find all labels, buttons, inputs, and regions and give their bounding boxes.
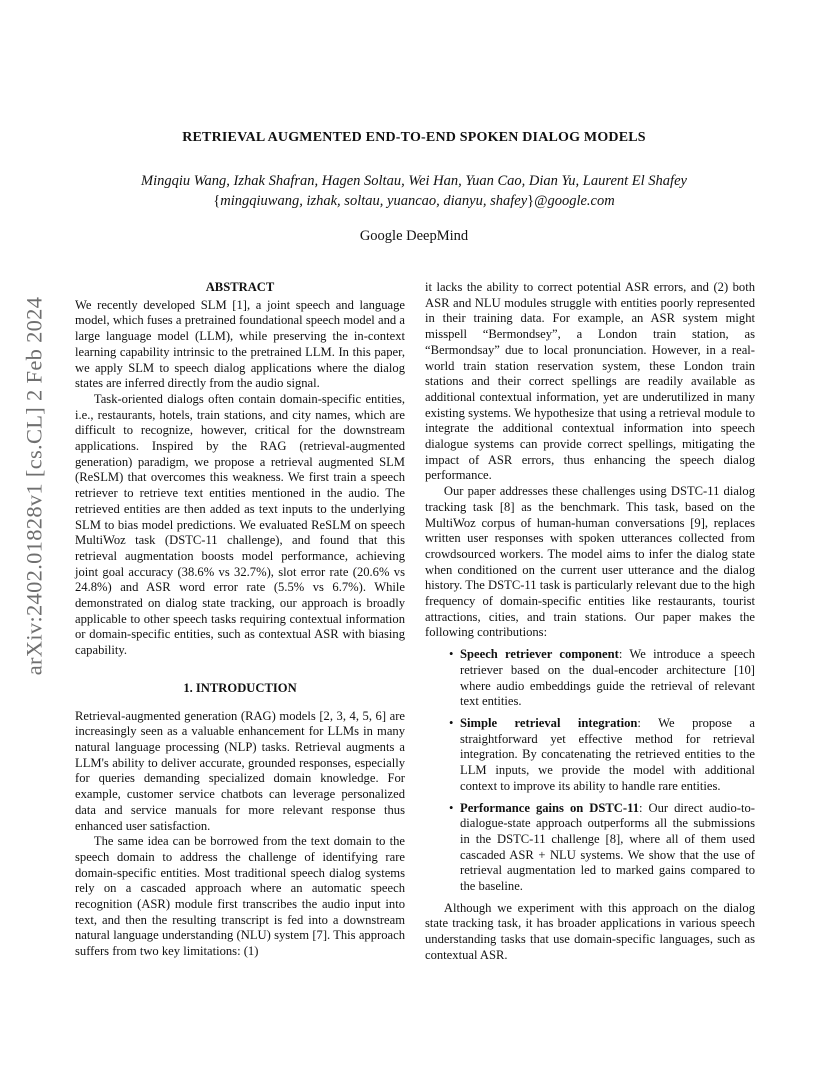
- contribution-label: Speech retriever component: [460, 647, 619, 662]
- list-item: [460, 716, 755, 795]
- affiliation: Google DeepMind: [359, 228, 469, 244]
- arxiv-sidebar: [16, 296, 52, 676]
- contributions-list: [425, 647, 755, 895]
- right-column: [425, 280, 755, 964]
- author-list: Mingqiu Wang, Izhak Shafran, Hagen Soltau, Wei Han, Yuan Cao, Dian Yu, Laurent El Shafey: [141, 173, 687, 189]
- intro-paragraph-1: Retrieval-augmented generation (RAG) models [2, 3, 4, 5, 6] are increasingly seen as a valuable enhancement for LLMs in many natural language processing (NLP) tasks. Retrieval augments a LLM's ability to deliver accurate, grounded responses, especially for queries demanding specialized domain knowledge. For example, customer service chatbots can leverage personalized data and service manuals for more relevant response thus enhanced user satisfaction.: [75, 708, 405, 833]
- author-emails: [0, 191, 828, 211]
- left-column: [75, 280, 405, 960]
- email-brace-open: {: [213, 193, 221, 209]
- contribution-text: : Our direct audio-to-dialogue-state approach outperforms all the submissions in the DSTC-11 challenge [8], where all of them used cascaded ASR + NLU systems. We show that the use of retrieval augmentation led to marked gains compared to the baseline.: [460, 800, 755, 894]
- email-names: mingqiuwang, izhak, soltau, yuancao, dianyu, shafey: [220, 193, 528, 209]
- contribution-label: Simple retrieval integration: [460, 715, 638, 730]
- list-item: [460, 801, 755, 895]
- intro-paragraph-4: Our paper addresses these challenges using DSTC-11 dialog tracking task [8] as the benchmark. This task, based on the MultiWoz corpus of human-human conversations [9], replaces written user responses with spoken utterances collected from crowdsourced workers. The model aims to infer the dialog state when conditioned on the current user utterance and the dialog history. The DSTC-11 task is particularly relevant due to the high frequency of domain-specific entities like restaurants, tourist attractions, cities, and train stations. Our paper makes the following contributions:: [425, 484, 755, 640]
- email-domain: @google.com: [534, 193, 615, 209]
- intro-paragraph-5: Although we experiment with this approach on the dialog state tracking task, it has broader applications in various speech understanding tasks that use domain-specific languages, such as contextual ASR.: [425, 900, 755, 962]
- arxiv-identifier: arXiv:2402.01828v1 [cs.CL] 2 Feb 2024: [21, 296, 46, 676]
- intro-paragraph-2: The same idea can be borrowed from the text domain to the speech domain to address the challenge of identifying rare domain-specific entities. Most traditional speech dialog systems rely on a cascaded approach where an automatic speech recognition (ASR) module first transcribes the audio input into text, and then the resulting transcript is fed into a downstream natural language understanding (NLU) system [7]. This approach suffers from two key limitations: (1): [75, 834, 405, 959]
- contribution-text: : We propose a straightforward yet effective method for retrieval integration. By concatenating the retrieved entities to the LLM inputs, we provide the model with additional context to improve its ability to handle rare entities.: [460, 715, 755, 793]
- abstract-paragraph-1: We recently developed SLM [1], a joint speech and language model, which fuses a pretrained foundational speech model and a large language model (LLM), while preserving the in-context learning capability intrinsic to the pretrained LLM. In this paper, we apply SLM to speech dialog applications where the dialog states are inferred directly from the audio signal.: [75, 297, 405, 391]
- contribution-label: Performance gains on DSTC-11: [460, 800, 639, 815]
- abstract-heading: ABSTRACT: [205, 280, 275, 294]
- list-item: [460, 647, 755, 710]
- email-brace-close: }: [527, 193, 535, 209]
- intro-paragraph-3: it lacks the ability to correct potential ASR errors, and (2) both ASR and NLU modules struggle with entities poorly represented in their training data. For example, an ASR system might misspell “Bermondsey”, a London train station, as “Bermondsay” due to local pronunciation. However, in a real-world train station reservation system, these London train stations and their correct spellings are readily available as additional contextual information, yet are underutilized in many existing systems. We hypothesize that using a retrieval module to integrate the additional contextual information into speech dialogue systems can provide correct spellings, mitigating the impact of ASR errors, thus enhancing the speech dialog performance.: [425, 280, 755, 483]
- introduction-heading: 1. INTRODUCTION: [183, 680, 297, 695]
- contribution-text: : We introduce a speech retriever based on the dual-encoder architecture [10] where audio embeddings guide the retrieval of relevant text entities.: [460, 647, 756, 709]
- abstract-paragraph-2: Task-oriented dialogs often contain domain-specific entities, i.e., restaurants, hotels, train stations, and city names, which are difficult to recognize, however, critical for the downstream applications. Inspired by the RAG (retrieval-augmented generation) paradigm, we propose a retrieval augmented SLM (ReSLM) that overcomes this weakness. We first train a speech retriever to retrieve text entities mentioned in the audio. The retrieved entities are then added as text inputs to the underlying SLM to bias model predictions. We evaluated ReSLM on speech MultiWoz task (DSTC-11 challenge), and found that this retrieval augmentation boosts model performance, achieving joint goal accuracy (38.6% vs 32.7%), slot error rate (20.6% vs 24.8%) and ASR word error rate (5.5% vs 6.7%). While demonstrated on dialog state tracking, our approach is broadly applicable to other speech tasks requiring contextual information or domain-specific entities, such as contextual ASR with biasing capability.: [75, 391, 405, 658]
- paper-title: RETRIEVAL AUGMENTED END-TO-END SPOKEN DIALOG MODELS: [182, 130, 646, 145]
